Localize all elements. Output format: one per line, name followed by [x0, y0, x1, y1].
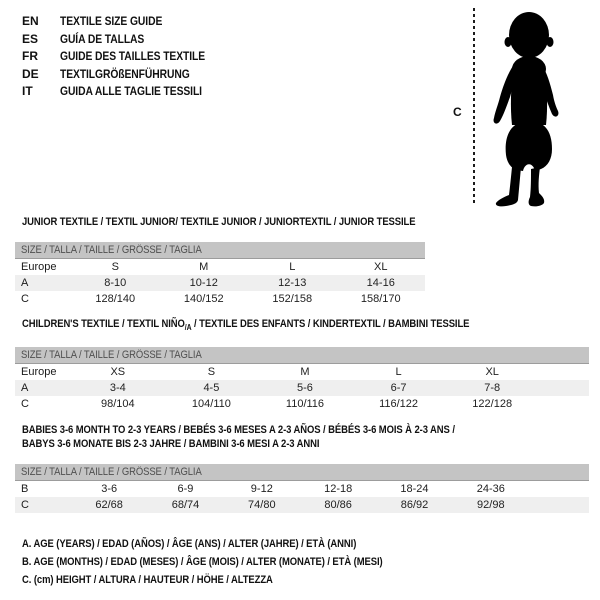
- height-measure-dashed-line: [473, 8, 475, 206]
- language-label: GUIDE DES TAILLES TEXTILE: [60, 49, 206, 63]
- size-header-text: SIZE / TALLA / TAILLE / GRÖSSE / TAGLIA: [21, 243, 202, 256]
- row-label: C: [21, 499, 29, 511]
- language-code: IT: [22, 84, 33, 98]
- size-cell: 140/152: [183, 292, 224, 305]
- size-cell: 6-9: [177, 483, 194, 495]
- title-pre: CHILDREN'S TEXTILE / TEXTIL NIÑO: [22, 318, 185, 330]
- figure-height-label: C: [453, 105, 462, 119]
- footnote-b: [22, 553, 441, 571]
- size-cell: 152/158: [272, 292, 313, 305]
- size-cell: 110/116: [285, 397, 325, 410]
- size-cell: 8-10: [104, 276, 127, 289]
- size-table: [15, 259, 425, 307]
- language-row: [22, 66, 229, 84]
- table-title-text: JUNIOR TEXTILE / TEXTIL JUNIOR/ TEXTILE JUNIOR / JUNIORTEXTIL / JUNIOR TESSILE: [22, 216, 416, 228]
- size-cell: 6-7: [390, 381, 407, 394]
- size-cell: M: [199, 260, 209, 273]
- title-sub: /A: [184, 323, 192, 333]
- footnote-a: [22, 535, 441, 553]
- language-row: [22, 48, 229, 66]
- language-list: [22, 13, 229, 101]
- table-title: [15, 216, 425, 230]
- size-cell: 62/68: [95, 499, 123, 511]
- size-cell: 104/110: [191, 397, 231, 410]
- size-cell: 80/86: [324, 499, 352, 511]
- language-label: TEXTILE SIZE GUIDE: [60, 14, 163, 28]
- size-header-text: SIZE / TALLA / TAILLE / GRÖSSE / TAGLIA: [21, 466, 202, 478]
- children-textile-table: [15, 318, 589, 412]
- spacer-cell: [529, 497, 589, 513]
- size-cell: 86/92: [400, 499, 429, 511]
- language-row: [22, 13, 229, 31]
- footnote-a-text: A. AGE (YEARS) / EDAD (AÑOS) / ÂGE (ANS) / ALTER (JAHRE) / ETÀ (ANNI): [22, 538, 357, 550]
- spacer-cell: [539, 380, 589, 396]
- language-label: GUIDA ALLE TAGLIE TESSILI: [60, 84, 202, 98]
- table-title-line1: BABIES 3-6 MONTH TO 2-3 YEARS / BEBÉS 3-6 MESES A 2-3 AÑOS / BÉBÉS 3-6 MOIS À 2-3 ANS /: [22, 424, 455, 436]
- size-cell: L: [289, 260, 296, 273]
- row-label: B: [21, 483, 29, 495]
- spacer-cell: [529, 481, 589, 497]
- size-cell: 3-6: [101, 483, 118, 495]
- size-header-bar: [15, 347, 589, 364]
- language-row: [22, 31, 229, 49]
- language-label: GUÍA DE TALLAS: [60, 31, 145, 46]
- size-cell: 9-12: [250, 483, 273, 495]
- table-row: [15, 497, 589, 513]
- table-row: [15, 259, 425, 275]
- size-cell: 68/74: [171, 499, 200, 511]
- language-code: FR: [22, 49, 38, 63]
- size-header-text: SIZE / TALLA / TAILLE / GRÖSSE / TAGLIA: [21, 348, 202, 361]
- spacer-cell: [539, 396, 589, 412]
- footnote-c-text: C. (cm) HEIGHT / ALTURA / HAUTEUR / HÖHE / ALTEZZA: [22, 574, 273, 586]
- size-cell: 92/98: [477, 499, 505, 511]
- row-label: C: [21, 397, 29, 410]
- row-label: Europe: [21, 260, 57, 273]
- table-row: [15, 380, 589, 396]
- size-cell: 12-13: [278, 276, 307, 289]
- language-label: TEXTILGRÖßENFÜHRUNG: [60, 66, 190, 81]
- row-label: Europe: [21, 365, 57, 378]
- size-cell: XL: [485, 365, 499, 378]
- size-cell: 12-18: [324, 483, 353, 495]
- footnotes: [22, 535, 441, 589]
- row-label: A: [21, 381, 29, 394]
- size-cell: 4-5: [203, 381, 220, 394]
- size-cell: XS: [110, 365, 126, 378]
- language-code: DE: [22, 66, 39, 81]
- table-row: [15, 364, 589, 380]
- size-header-bar: [15, 464, 589, 481]
- table-title-text: [22, 318, 469, 335]
- footnote-c: [22, 571, 441, 589]
- size-cell: L: [395, 365, 402, 378]
- table-title-line2: BABYS 3-6 MONATE BIS 2-3 JAHRE / BAMBINI 3-6 MESI A 2-3 ANNI: [22, 437, 320, 450]
- size-cell: M: [300, 365, 310, 378]
- size-cell: 24-36: [476, 483, 505, 495]
- size-cell: 122/128: [472, 397, 513, 410]
- babies-textile-table: [15, 424, 589, 513]
- size-cell: 10-12: [189, 276, 218, 289]
- row-label: C: [21, 292, 29, 305]
- table-row: [15, 291, 425, 307]
- row-label: A: [21, 276, 29, 289]
- table-title: [15, 318, 589, 335]
- size-cell: 116/122: [379, 397, 419, 410]
- size-table: [15, 481, 589, 513]
- footnote-b-text: B. AGE (MONTHS) / EDAD (MESES) / ÂGE (MOIS) / ALTER (MONATE) / ETÀ (MESI): [22, 556, 383, 568]
- size-cell: S: [207, 365, 216, 378]
- language-row: [22, 83, 229, 101]
- size-cell: 128/140: [95, 292, 136, 305]
- size-header-bar: [15, 242, 425, 259]
- junior-textile-table: [15, 216, 425, 307]
- language-code: ES: [22, 31, 39, 46]
- title-post: / TEXTILE DES ENFANTS / KINDERTEXTIL / BAMBINI TESSILE: [191, 318, 470, 330]
- size-cell: 98/104: [100, 397, 135, 410]
- size-cell: 158/170: [360, 292, 401, 305]
- size-cell: 5-6: [297, 381, 313, 394]
- table-title: [15, 424, 589, 451]
- size-cell: S: [111, 260, 119, 273]
- size-cell: 14-16: [366, 276, 395, 289]
- size-cell: 3-4: [109, 381, 126, 394]
- baby-silhouette: [482, 9, 576, 207]
- language-code: EN: [22, 14, 39, 28]
- size-cell: 7-8: [484, 381, 501, 394]
- spacer-cell: [539, 364, 589, 380]
- size-cell: 74/80: [248, 499, 276, 511]
- size-cell: XL: [374, 260, 388, 273]
- size-table: [15, 364, 589, 412]
- table-row: [15, 481, 589, 497]
- table-row: [15, 275, 425, 291]
- size-cell: 18-24: [400, 483, 429, 495]
- table-row: [15, 396, 589, 412]
